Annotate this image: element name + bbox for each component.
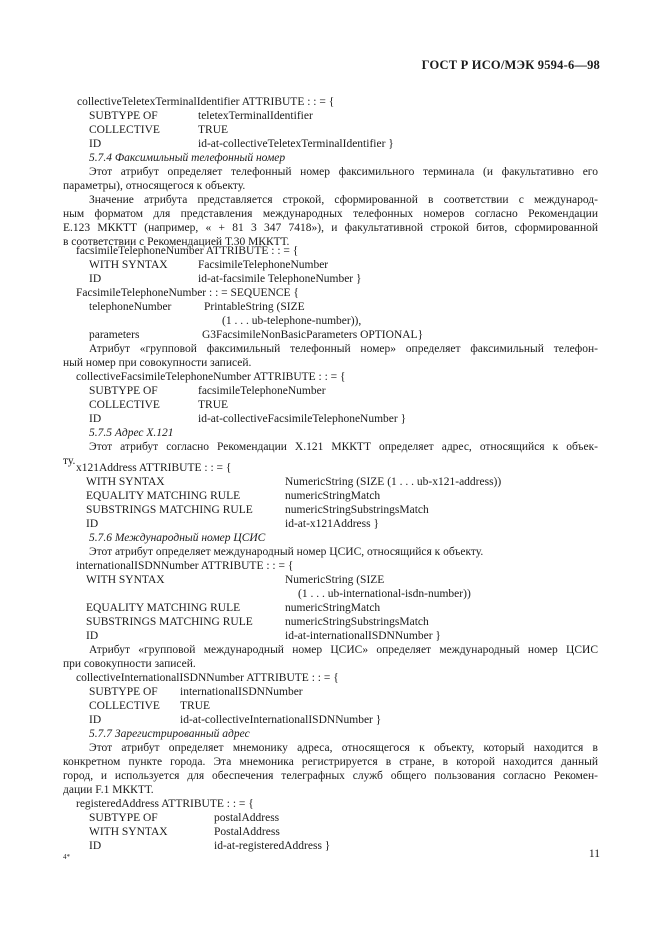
paragraph-line: Атрибут «групповой международный номер ЦСИС» определяет международный номер ЦСИС	[89, 644, 598, 656]
paragraph-line: город, и используется для обеспечения телеграфных служб общего пользования согласно Рекомен-	[63, 770, 598, 782]
paragraph-line: ный номер при совокупности записей.	[63, 357, 252, 369]
code-line: ID id-at-facsimile TelephoneNumber }	[89, 273, 362, 285]
code-line: (1 . . . ub-telephone-number)),	[222, 315, 362, 327]
footer-signature-mark: 4*	[63, 853, 70, 861]
section-heading: 5.7.7 Зарегистрированный адрес	[89, 728, 250, 740]
code-line: SUBTYPE OF teletexTerminalIdentifier	[89, 110, 313, 122]
code-line: registeredAddress ATTRIBUTE : : = {	[76, 798, 254, 810]
page-number: 11	[588, 848, 600, 860]
code-line: ID id-at-internationalISDNNumber }	[86, 630, 441, 642]
code-line: SUBTYPE OF postalAddress	[89, 812, 280, 824]
code-line: internationalISDNNumber ATTRIBUTE : : = {	[76, 560, 294, 572]
code-line: COLLECTIVE TRUE	[89, 124, 229, 136]
paragraph-line: Этот атрибут согласно Рекомендации X.121 МККТТ определяет адрес, относящийся к объек-	[89, 441, 598, 453]
code-line: WITH SYNTAX PostalAddress	[89, 826, 280, 838]
code-line: ID id-at-collectiveTeletexTerminalIdentifier }	[89, 138, 394, 150]
paragraph-line: ным форматом для представления международных телефонных номеров согласно Рекомендации	[63, 208, 598, 220]
code-line: WITH SYNTAX FacsimileTelephoneNumber	[89, 259, 329, 271]
code-line: (1 . . . ub-international-isdn-number))	[298, 588, 471, 600]
code-line: collectiveInternationalISDNNumber ATTRIBUTE : : = {	[76, 672, 339, 684]
section-heading: 5.7.4 Факсимильный телефонный номер	[89, 152, 286, 164]
code-line: SUBSTRINGS MATCHING RULE numericStringSubstringsMatch	[86, 504, 429, 516]
section-heading: 5.7.5 Адрес X.121	[89, 427, 174, 439]
code-line: SUBTYPE OF internationalISDNNumber	[89, 686, 303, 698]
section-heading: 5.7.6 Международный номер ЦСИС	[89, 532, 266, 544]
code-line: telephoneNumber PrintableString (SIZE	[89, 301, 305, 313]
code-line: WITH SYNTAX NumericString (SIZE	[86, 574, 385, 586]
code-line: ID id-at-collectiveInternationalISDNNumber }	[89, 714, 382, 726]
paragraph-line: ту.	[63, 455, 76, 467]
paragraph-line: Этот атрибут определяет телефонный номер факсимильного терминала (и факультативно его	[89, 166, 598, 178]
paragraph-line: параметры), относящегося к объекту.	[63, 180, 246, 192]
paragraph-line: при совокупности записей.	[63, 658, 196, 670]
code-line: SUBTYPE OF facsimileTelephoneNumber	[89, 385, 326, 397]
code-line: ID id-at-x121Address }	[86, 518, 379, 530]
code-line: parameters G3FacsimileNonBasicParameters OPTIONAL}	[89, 329, 424, 341]
code-line: EQUALITY MATCHING RULE numericStringMatch	[86, 490, 381, 502]
paragraph-line: в соответствии с Рекомендацией Т.30 МККТТ.	[63, 236, 290, 248]
code-line: ID id-at-registeredAddress }	[89, 840, 331, 852]
paragraph-line: дации F.1 МККТТ.	[63, 784, 154, 796]
page-header: ГОСТ Р ИСО/МЭК 9594-6—98	[421, 58, 600, 72]
code-line: EQUALITY MATCHING RULE numericStringMatch	[86, 602, 381, 614]
code-line: COLLECTIVE TRUE	[89, 700, 211, 712]
paragraph-line: E.123 МККТТ (например, « + 81 3 347 7418»), и факультативной строкой битов, сформированной	[63, 222, 598, 234]
paragraph-line: Этот атрибут определяет мнемонику адреса, относящегося к объекту, который находится в	[89, 742, 598, 754]
code-line: collectiveFacsimileTelephoneNumber ATTRIBUTE : : = {	[76, 371, 346, 383]
code-line: FacsimileTelephoneNumber : : = SEQUENCE {	[76, 287, 299, 299]
paragraph-line: Значение атрибута представляется строкой, сформированной в соответствии с международ-	[89, 194, 598, 206]
code-line: collectiveTeletexTerminalIdentifier ATTRIBUTE : : = {	[77, 96, 335, 108]
code-line: ID id-at-collectiveFacsimileTelephoneNumber }	[89, 413, 407, 425]
paragraph-line: конкретном пункте города. Эта мнемоника регистрируется в стране, в которой находится данный	[63, 756, 598, 768]
code-line: SUBSTRINGS MATCHING RULE numericStringSubstringsMatch	[86, 616, 429, 628]
paragraph-line: Атрибут «групповой факсимильный телефонный номер» определяет факсимильный телефон-	[89, 343, 598, 355]
code-line: WITH SYNTAX NumericString (SIZE (1 . . . ub-x121-address))	[86, 476, 502, 488]
code-line: COLLECTIVE TRUE	[89, 399, 229, 411]
paragraph-line: Этот атрибут определяет международный номер ЦСИС, относящийся к объекту.	[89, 546, 484, 558]
code-line: facsimileTelephoneNumber ATTRIBUTE : : = {	[76, 245, 299, 257]
code-line: x121Address ATTRIBUTE : : = {	[76, 462, 232, 474]
